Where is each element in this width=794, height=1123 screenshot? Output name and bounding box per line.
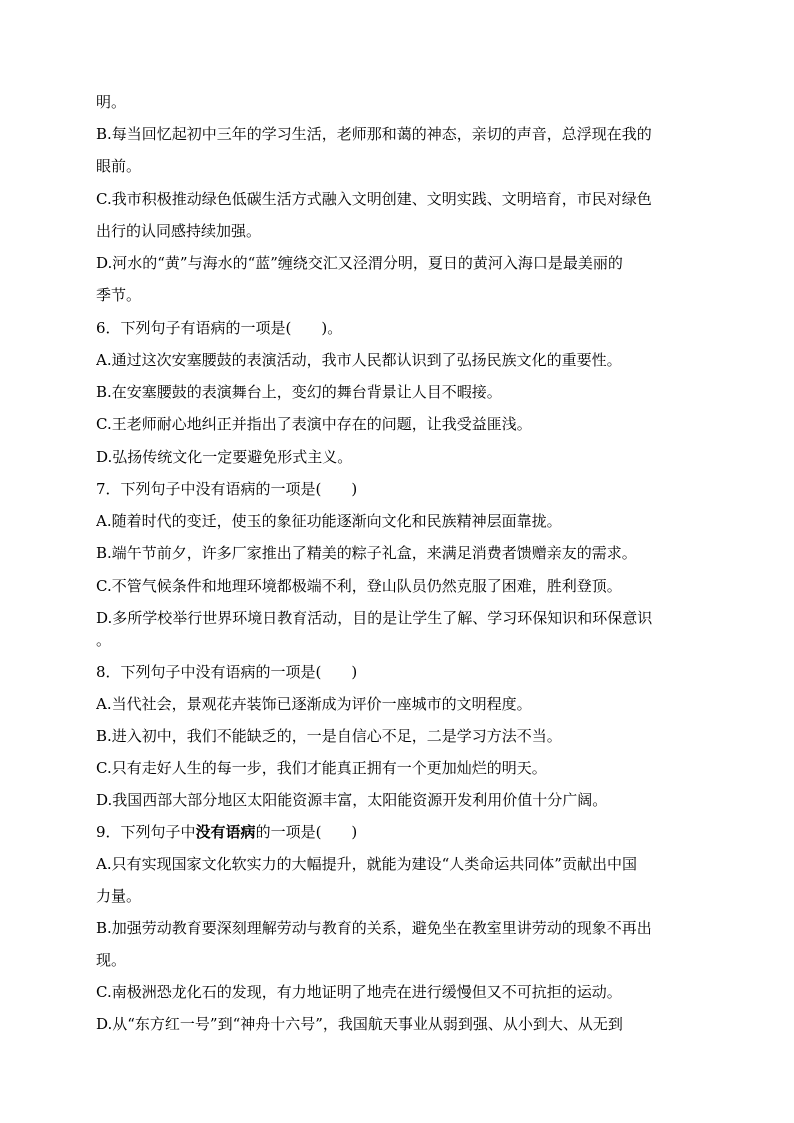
option-line: D.多所学校举行世界环境日教育活动，目的是让学生了解、学习环保知识和环保意识 [96,609,653,627]
text-line: 力量。 [96,887,142,905]
option-line: C.只有走好人生的每一步，我们才能真正拥有一个更加灿烂的明天。 [96,759,547,777]
option-line: D.我国西部大部分地区太阳能资源丰富，太阳能资源开发利用价值十分广阔。 [96,791,608,809]
text-line: 。 [96,631,112,649]
text-line: B.每当回忆起初中三年的学习生活，老师那和蔼的神态，亲切的声音，总浮现在我的 [96,125,652,143]
option-line: D.弘扬传统文化一定要避免形式主义。 [96,448,353,466]
option-line: C.南极洲恐龙化石的发现，有力地证明了地壳在进行缓慢但又不可抗拒的运动。 [96,983,622,1001]
text-line: 眼前。 [96,157,142,175]
question-9-suffix: 的一项是( ) [255,823,358,841]
text-line: C.我市积极推动绿色低碳生活方式融入文明创建、文明实践、文明培育，市民对绿色 [96,190,652,208]
option-line: B.在安塞腰鼓的表演舞台上，变幻的舞台背景让人目不暇接。 [96,383,502,401]
option-line: C.王老师耐心地纠正并指出了表演中存在的问题，让我受益匪浅。 [96,415,532,433]
text-line: 出行的认同感持续加强。 [96,222,262,240]
question-9-stem [96,822,700,842]
text-line: 明。 [96,93,127,111]
question-9-emphasis: 没有语病 [195,823,256,841]
text-line: 现。 [96,951,127,969]
question-6-stem: 6．下列句子有语病的一项是( )。 [96,319,343,337]
text-line: D.河水的“黄”与海水的“蓝”缠绕交汇又泾渭分明，夏日的黄河入海口是最美丽的 [96,254,623,272]
option-line: B.端午节前夕，许多厂家推出了精美的粽子礼盒，来满足消费者馈赠亲友的需求。 [96,544,637,562]
option-line: A.当代社会，景观花卉装饰已逐渐成为评价一座城市的文明程度。 [96,695,532,713]
option-line: D.从“东方红一号”到“神舟十六号”，我国航天事业从弱到强、从小到大、从无到 [96,1015,623,1033]
question-9-prefix: 9．下列句子中 [96,823,196,841]
option-line: A.通过这次安塞腰鼓的表演活动，我市人民都认识到了弘扬民族文化的重要性。 [96,351,622,369]
option-line: A.随着时代的变迁，使玉的象征功能逐渐向文化和民族精神层面靠拢。 [96,512,562,530]
text-line: 季节。 [96,286,142,304]
question-7-stem: 7．下列句子中没有语病的一项是( ) [96,480,358,498]
question-8-stem: 8．下列句子中没有语病的一项是( ) [96,663,358,681]
option-line: B.进入初中，我们不能缺乏的，一是自信心不足，二是学习方法不当。 [96,727,562,745]
option-line: C.不管气候条件和地理环境都极端不利，登山队员仍然克服了困难，胜利登顶。 [96,577,622,595]
option-line: A.只有实现国家文化软实力的大幅提升，就能为建设“人类命运共同体”贡献出中国 [96,855,637,873]
option-line: B.加强劳动教育要深刻理解劳动与教育的关系，避免坐在教室里讲劳动的现象不再出 [96,919,652,937]
